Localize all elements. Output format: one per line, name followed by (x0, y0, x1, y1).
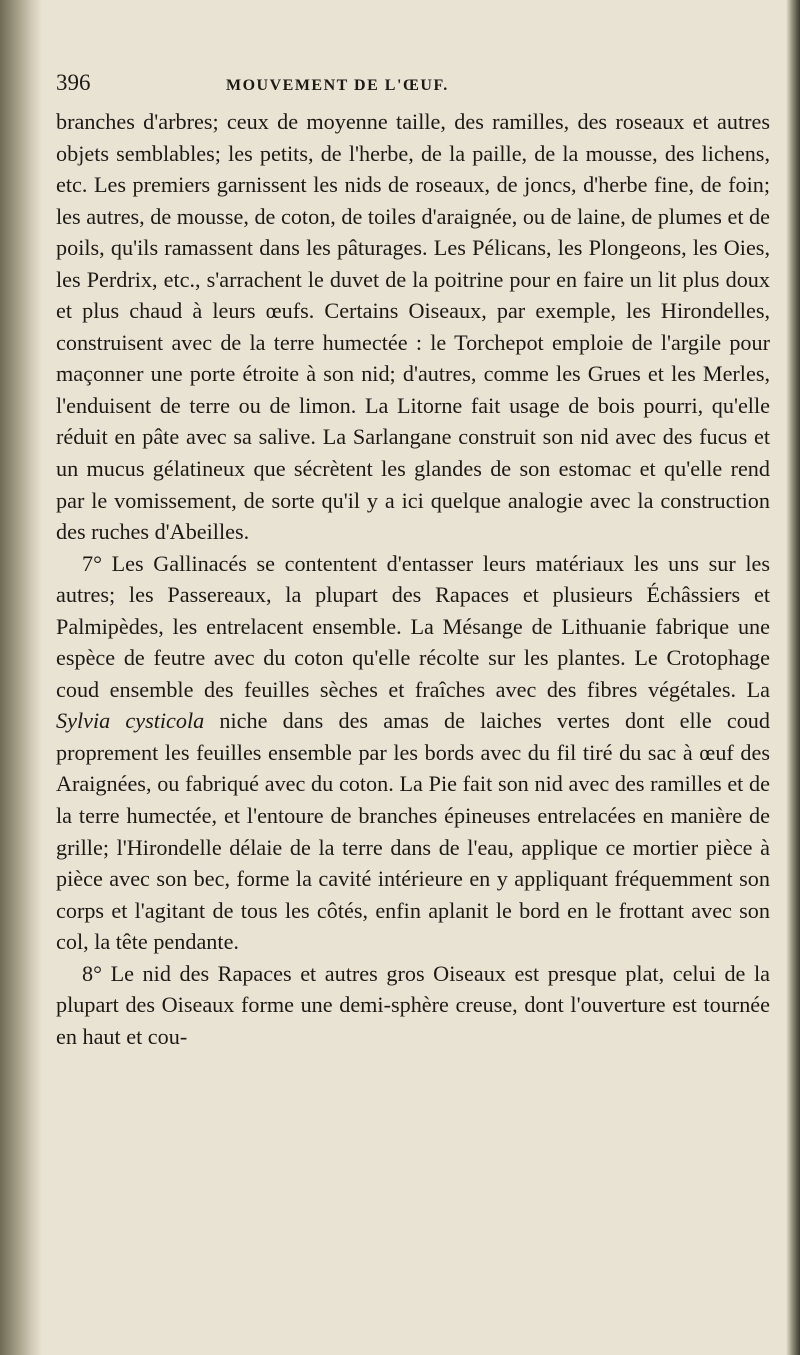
paragraph-1-text: branches d'arbres; ceux de moyenne taille, des ramilles, des roseaux et autres objets semblables; les petits, de l'herbe, de la paille, de la mousse, des lichens, etc. Les premiers garnissent les nids de roseaux, de joncs, d'herbe fine, de foin; les autres, de mousse, de coton, de toiles d'araignée, ou de laine, de plumes et de poils, qu'ils ramassent dans les pâturages. Les Pélicans, les Plongeons, les Oies, les Perdrix, etc., s'arrachent le duvet de la poitrine pour en faire un lit plus doux et plus chaud à leurs œufs. Certains Oiseaux, par exemple, les Hirondelles, construisent avec de la terre humectée : le Torchepot emploie de l'argile pour maçonner une porte étroite à son nid; d'autres, comme les Grues et les Merles, l'enduisent de terre ou de limon. La Litorne fait usage de bois pourri, qu'elle réduit en pâte avec sa salive. La Sarlangane construit son nid avec des fucus et un mucus gélatineux que sécrètent les glandes de son estomac et qu'elle rend par le vomissement, de sorte qu'il y a ici quelque analogie avec la construction des ruches d'Abeilles. (56, 109, 770, 545)
paragraph-3 (56, 958, 770, 1053)
species-name: Sylvia cysticola (56, 708, 205, 734)
paragraph-2 (56, 548, 770, 958)
paragraph-3-text: 8° Le nid des Rapaces et autres gros Oiseaux est presque plat, celui de la plupart des Oiseaux forme une demi-sphère creuse, dont l'ouverture est tournée en haut et cou- (56, 960, 770, 1049)
book-page (56, 70, 770, 1052)
paragraph-1 (56, 106, 770, 548)
binding-shadow (0, 0, 42, 1355)
paragraph-2-text-a: 7° Les Gallinacés se contentent d'entasser leurs matériaux les uns sur les autres; les Passereaux, la plupart des Rapaces et plusieurs Échâssiers et Palmipèdes, les entrelacent ensemble. La Mésange de Lithuanie fabrique une espèce de feutre avec du coton qu'elle récolte sur les plantes. Le Crotophage coud ensemble des feuilles sèches et fraîches avec des fibres végétales. La (56, 550, 770, 702)
running-head: MOUVEMENT DE L'ŒUF. (226, 77, 449, 94)
page-number: 396 (56, 70, 91, 95)
page-header (56, 70, 770, 106)
body-text (56, 106, 770, 1052)
page-edge-shadow (786, 0, 800, 1355)
paragraph-2-text-b: niche dans des amas de laiches vertes dont elle coud proprement les feuilles ensemble par les bords avec du fil tiré du sac à œuf des Araignées, ou fabriqué avec du coton. La Pie fait son nid avec des ramilles et de la terre humectée, et l'entoure de branches épineuses entrelacées en manière de grille; l'Hirondelle délaie de la terre dans de l'eau, applique ce mortier pièce à pièce avec son bec, forme la cavité intérieure en y appliquant fréquemment son corps et l'agitant de tous les côtés, enfin aplanit le bord en le frottant avec son col, la tête pendante. (56, 708, 770, 955)
